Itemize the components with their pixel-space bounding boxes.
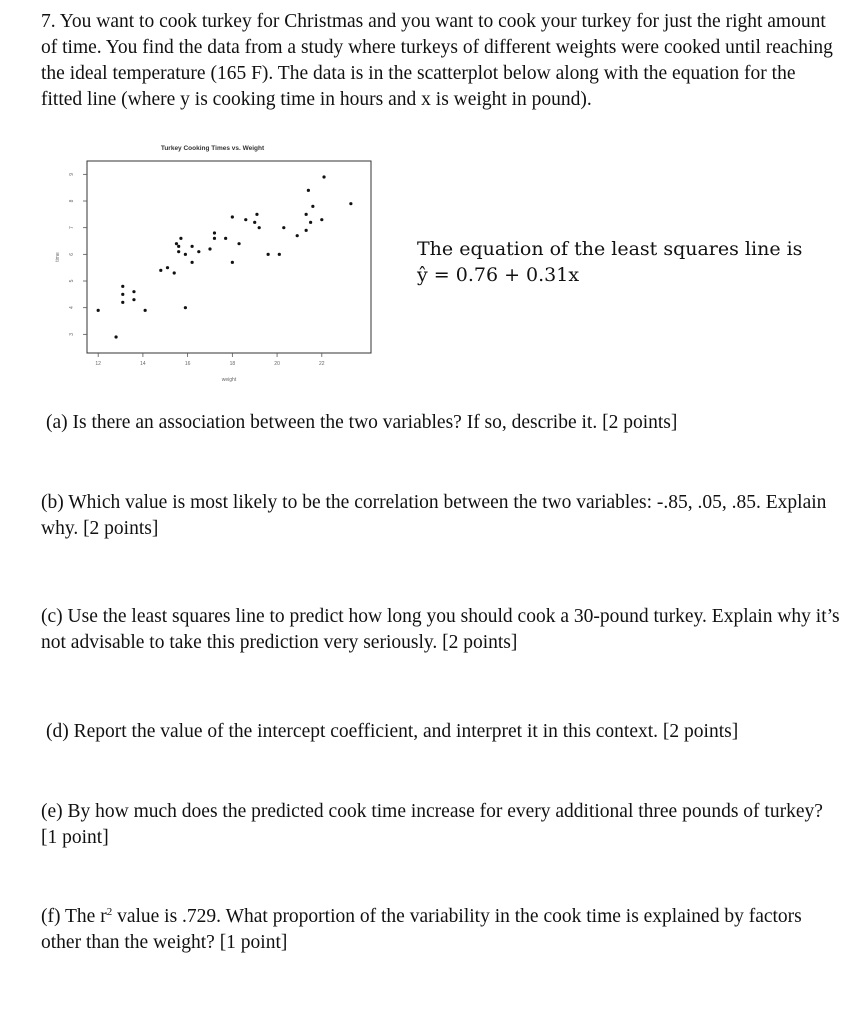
data-point [237,242,240,245]
equation-intro: The equation of the least squares line is [417,238,803,260]
data-point [258,226,261,229]
data-point [231,261,234,264]
y-tick-label: 6 [69,252,75,256]
data-point [322,175,325,178]
data-point [191,261,194,264]
question-part-d: (d) Report the value of the intercept coefficient, and interpret it in this context. [2 points] [46,721,739,742]
equation-formula: ŷ = 0.76 + 0.31x [417,264,580,286]
data-point [296,234,299,237]
data-point [97,309,100,312]
data-point [309,221,312,224]
data-point [175,242,178,245]
x-tick-label: 14 [140,361,146,367]
data-point [307,189,310,192]
data-point [244,218,247,221]
data-point [208,247,211,250]
data-point [213,231,216,234]
problem-statement: 7. You want to cook turkey for Christmas and you want to cook your turkey for just the right amount of time. You find the data from a study where turkeys of different weights were cooked until reaching the ideal temperature (165 F). The data is in the scatterplot below along with the equation for the fitted line (where y is cooking time in hours and x is weight in pound). [41,11,833,110]
x-tick-label: 22 [319,361,325,367]
y-axis-label: time [55,252,61,262]
data-point [166,266,169,269]
data-point [121,293,124,296]
y-tick-label: 7 [69,226,75,230]
data-point [177,250,180,253]
data-point [159,269,162,272]
data-point [132,290,135,293]
data-point [349,202,352,205]
data-point [121,301,124,304]
chart-title: Turkey Cooking Times vs. Weight [160,145,265,152]
scatterplot [40,130,385,390]
part-f-suffix: value is .729. What proportion of the variability in the cook time is explained by factors other than the weight? [1 point] [41,906,802,953]
data-point [231,215,234,218]
data-point [278,253,281,256]
x-tick-label: 18 [229,361,236,367]
data-point [184,306,187,309]
data-point [121,285,124,288]
question-part-f [41,904,841,956]
data-point [224,237,227,240]
question-part-e: (e) By how much does the predicted cook time increase for every additional three pounds of turkey? [1 point] [41,801,823,848]
scatterplot-figure [40,130,385,390]
data-point [173,271,176,274]
x-axis-label: weight [221,377,237,383]
data-point [197,250,200,253]
y-tick-label: 5 [69,279,75,283]
data-point [179,237,182,240]
data-point [114,335,117,338]
data-point [191,245,194,248]
regression-equation [417,236,802,288]
question-part-c: (c) Use the least squares line to predict how long you should cook a 30-pound turkey. Explain why it’s not advisable to take this prediction very seriously. [2 points] [41,606,840,653]
data-point [253,221,256,224]
y-tick-label: 9 [69,172,75,176]
part-f-superscript: 2 [106,906,113,918]
data-point [305,213,308,216]
data-point [305,229,308,232]
data-point [213,237,216,240]
x-tick-label: 16 [184,361,191,367]
part-f-prefix: (f) The r [41,906,107,927]
data-point [255,213,258,216]
x-tick-label: 20 [274,361,280,367]
data-point [311,205,314,208]
data-point [320,218,323,221]
y-tick-label: 4 [69,306,75,310]
data-point [132,298,135,301]
data-point [184,253,187,256]
plot-frame [87,161,371,353]
data-point [282,226,285,229]
data-point [267,253,270,256]
question-part-b: (b) Which value is most likely to be the correlation between the two variables: -.85, .05, .85. Explain why. [2 points] [41,492,827,539]
y-tick-label: 3 [69,332,75,336]
question-part-a: (a) Is there an association between the two variables? If so, describe it. [2 points] [46,412,678,433]
data-point [177,245,180,248]
x-tick-label: 12 [95,361,101,367]
y-tick-label: 8 [69,199,75,203]
data-point [144,309,147,312]
